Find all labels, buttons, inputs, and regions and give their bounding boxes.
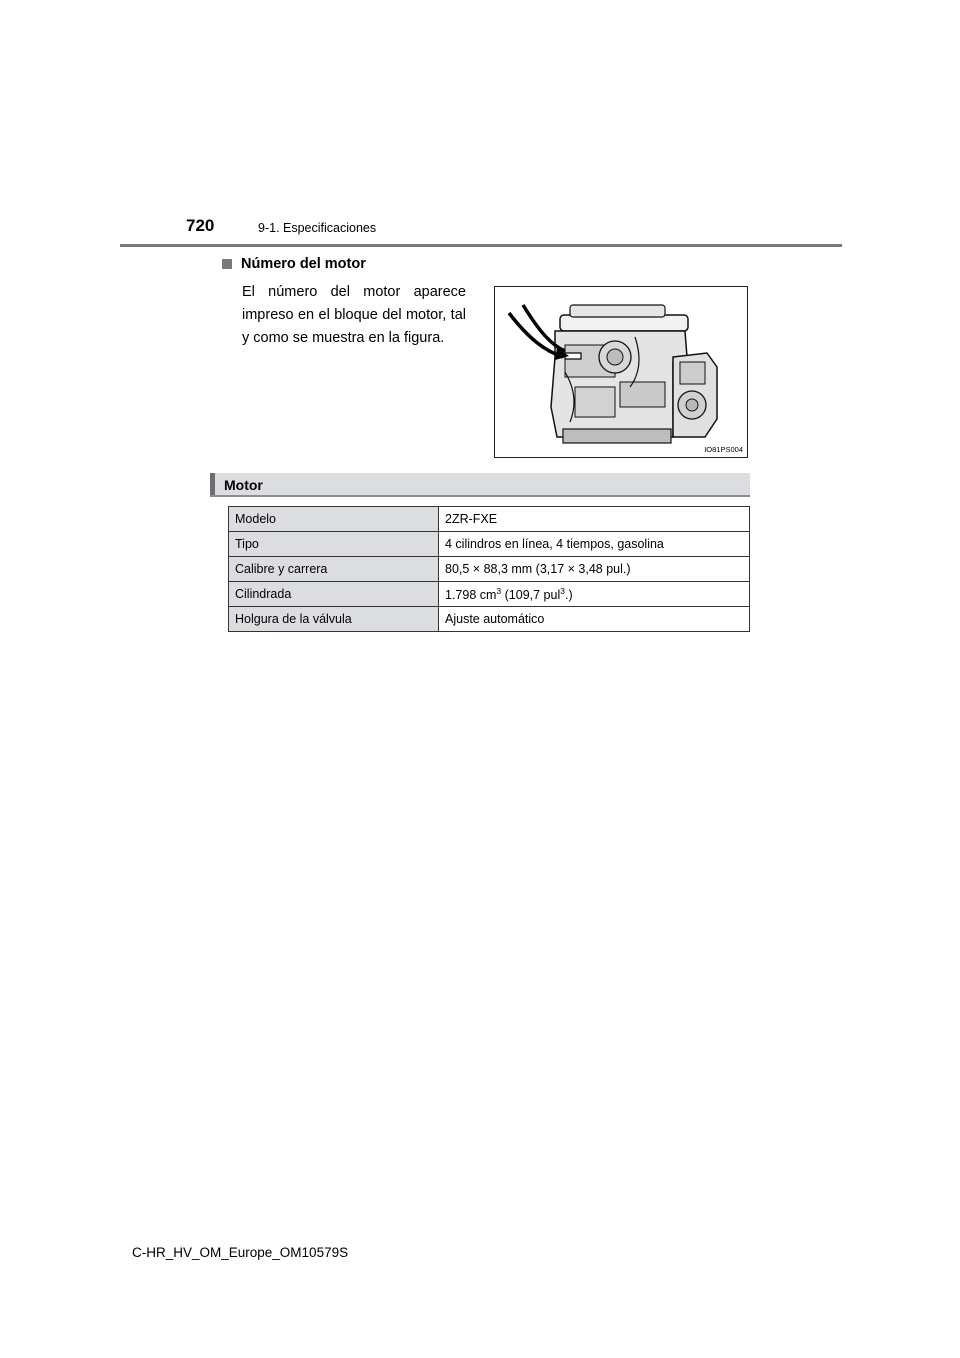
spec-value bbox=[439, 582, 750, 607]
table-row bbox=[229, 532, 750, 557]
superscript: 3 bbox=[560, 585, 565, 596]
engine-number-text: El número del motor aparece impreso en el bloque del motor, tal y como se muestra en la figura. bbox=[242, 284, 466, 346]
engine-figure bbox=[494, 286, 748, 458]
spec-label: Modelo bbox=[229, 507, 439, 532]
superscript: 3 bbox=[496, 585, 502, 596]
value-part: 1.798 cm bbox=[445, 588, 497, 603]
spec-value: 80,5 × 88,3 mm (3,17 × 3,48 pul.) bbox=[439, 557, 750, 582]
table-row bbox=[229, 557, 750, 582]
value-part: .) bbox=[564, 588, 573, 603]
spec-label: Holgura de la válvula bbox=[229, 607, 439, 632]
header-rule bbox=[120, 244, 842, 247]
table-row bbox=[229, 582, 750, 607]
motor-section-bar bbox=[210, 473, 750, 497]
spec-label: Calibre y carrera bbox=[229, 557, 439, 582]
motor-section-title: Motor bbox=[224, 477, 263, 493]
page-number: 720 bbox=[186, 216, 215, 235]
table-row bbox=[229, 507, 750, 532]
spec-value: Ajuste automático bbox=[439, 607, 750, 632]
figure-code: IO81PS004 bbox=[704, 445, 743, 454]
square-bullet-icon bbox=[222, 259, 232, 269]
engine-number-heading-text: Número del motor bbox=[241, 256, 366, 272]
engine-number-heading bbox=[222, 256, 366, 272]
table-row bbox=[229, 607, 750, 632]
engine-illustration-icon bbox=[495, 287, 747, 457]
spec-label: Tipo bbox=[229, 532, 439, 557]
spec-value: 2ZR-FXE bbox=[439, 507, 750, 532]
spec-value: 4 cilindros en línea, 4 tiempos, gasolina bbox=[439, 532, 750, 557]
section-bar-accent bbox=[210, 473, 215, 495]
motor-spec-table bbox=[228, 506, 750, 632]
footer-doc-id: C-HR_HV_OM_Europe_OM10579S bbox=[132, 1245, 349, 1260]
value-part: (109,7 pul bbox=[501, 588, 561, 603]
section-title: 9-1. Especificaciones bbox=[258, 221, 377, 235]
spec-label: Cilindrada bbox=[229, 582, 439, 607]
